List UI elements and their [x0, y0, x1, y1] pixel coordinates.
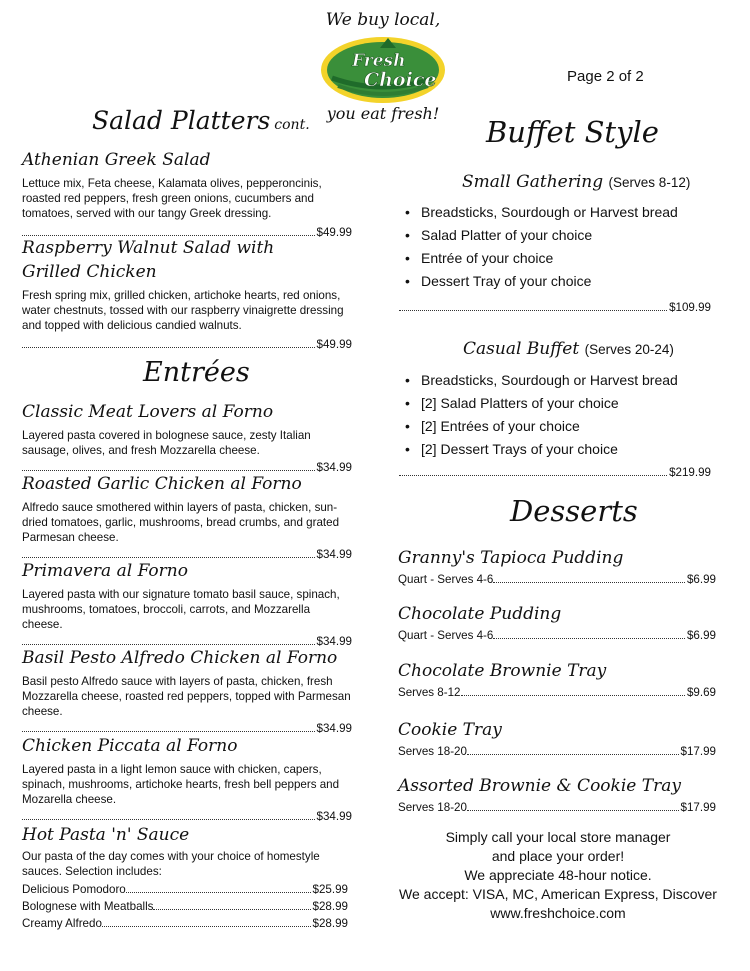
- item-price: $34.99: [316, 810, 352, 823]
- leader-dots: [399, 310, 667, 311]
- small-gathering-list: [405, 201, 715, 293]
- entree-item: [22, 734, 352, 824]
- desserts-heading: Desserts: [510, 494, 638, 528]
- logo-name-line2: Choice: [364, 69, 437, 91]
- bullet-icon: •: [405, 227, 410, 243]
- item-description: Lettuce mix, Feta cheese, Kalamata olives, pepperoncinis, roasted red peppers, fresh green onions, cucumbers and tomatoes, served with our tangy Greek dressing.: [22, 177, 322, 220]
- item-price: $9.69: [686, 686, 716, 699]
- salad-platters-heading: [92, 106, 310, 135]
- item-detail: Quart - Serves 4-6: [398, 629, 494, 642]
- sauce-price: $25.99: [312, 883, 348, 896]
- item-detail: Serves 8-12: [398, 686, 461, 699]
- casual-buffet-price: $219.99: [669, 466, 711, 479]
- casual-buffet-list: [405, 369, 715, 461]
- list-item-text: [2] Salad Platters of your choice: [421, 395, 619, 411]
- list-item-text: [2] Dessert Trays of your choice: [421, 441, 618, 457]
- entrees-heading: Entrées: [143, 357, 250, 388]
- list-item: [405, 224, 715, 247]
- item-name: Granny's Tapioca Pudding: [398, 548, 624, 568]
- entree-item: [22, 472, 352, 562]
- leader-dots: [22, 731, 315, 732]
- entree-item: [22, 400, 352, 475]
- bullet-icon: •: [405, 372, 410, 388]
- list-item: [405, 247, 715, 270]
- leader-dots: [399, 475, 667, 476]
- salad-item-raspberry: [22, 236, 352, 352]
- fresh-choice-logo: [308, 10, 458, 130]
- buffet-style-heading: Buffet Style: [486, 115, 659, 149]
- sauce-option: [22, 881, 348, 898]
- logo-tagline-bottom: you eat fresh!: [326, 104, 440, 123]
- bullet-icon: •: [405, 273, 410, 289]
- leader-dots: [467, 810, 679, 811]
- leader-dots: [467, 754, 679, 755]
- item-price: $34.99: [316, 461, 352, 474]
- dessert-item: [398, 774, 716, 815]
- item-name: Chicken Piccata al Forno: [22, 736, 238, 756]
- item-description: Our pasta of the day comes with your choice of homestyle sauces. Selection includes:: [22, 850, 320, 878]
- list-item: [405, 415, 715, 438]
- casual-buffet-name: Casual Buffet: [463, 339, 580, 359]
- casual-buffet-heading: [463, 339, 674, 359]
- leader-dots: [22, 557, 315, 558]
- item-price: $6.99: [686, 573, 716, 586]
- price-line: [398, 572, 716, 587]
- sauce-price: $28.99: [312, 917, 348, 930]
- item-price: $17.99: [680, 801, 716, 814]
- price-line: [398, 800, 716, 815]
- list-item-text: [2] Entrées of your choice: [421, 418, 580, 434]
- list-item: [405, 392, 715, 415]
- item-name: Assorted Brownie & Cookie Tray: [398, 776, 681, 796]
- hot-pasta-item: [22, 823, 352, 879]
- item-price: $34.99: [316, 635, 352, 648]
- item-name: Athenian Greek Salad: [22, 150, 211, 170]
- sauce-price: $28.99: [312, 900, 348, 913]
- leader-dots: [22, 470, 315, 471]
- item-name: Basil Pesto Alfredo Chicken al Forno: [22, 648, 338, 668]
- item-description: Layered pasta in a light lemon sauce with chicken, capers, spinach, mushrooms, artichoke hearts, fresh bell peppers and Mozarella cheese.: [22, 763, 340, 806]
- item-detail: Quart - Serves 4-6: [398, 573, 494, 586]
- logo-name-line1: Fresh: [352, 51, 406, 71]
- order-footer: [398, 828, 718, 923]
- bullet-icon: •: [405, 441, 410, 457]
- list-item: [405, 438, 715, 461]
- small-gathering-name: Small Gathering: [462, 172, 604, 192]
- page-number: Page 2 of 2: [567, 68, 644, 85]
- item-description: Layered pasta covered in bolognese sauce, zesty Italian sausage, olives, and fresh Mozzarella cheese.: [22, 429, 311, 457]
- item-price: $34.99: [316, 722, 352, 735]
- leader-dots: [153, 909, 310, 910]
- dessert-item: [398, 659, 716, 700]
- sauce-label: Bolognese with Meatballs: [22, 900, 154, 913]
- footer-line: and place your order!: [491, 848, 625, 864]
- website-link[interactable]: www.freshchoice.com: [490, 905, 626, 921]
- list-item-text: Salad Platter of your choice: [421, 227, 593, 243]
- price-line: [22, 337, 352, 352]
- price-line: [22, 809, 352, 824]
- casual-buffet-serves: (Serves 20-24): [584, 342, 674, 357]
- price-line: [398, 685, 716, 700]
- bullet-icon: •: [405, 250, 410, 266]
- salad-platters-cont: cont.: [274, 117, 310, 133]
- item-name: Cookie Tray: [398, 720, 502, 740]
- item-price: $34.99: [316, 548, 352, 561]
- leader-dots: [102, 926, 311, 927]
- logo-emblem-icon: [318, 34, 448, 106]
- footer-line: Simply call your local store manager: [445, 829, 671, 845]
- bullet-icon: •: [405, 395, 410, 411]
- leader-dots: [126, 892, 311, 893]
- leader-dots: [22, 644, 315, 645]
- small-gathering-price: $109.99: [669, 301, 711, 314]
- small-gathering-heading: [462, 172, 690, 192]
- list-item-text: Dessert Tray of your choice: [421, 273, 592, 289]
- entree-item: [22, 559, 352, 649]
- sauce-label: Delicious Pomodoro: [22, 883, 126, 896]
- item-description: Layered pasta with our signature tomato basil sauce, spinach, mushrooms, tomatoes, broccoli, carrots, and Mozzarella cheese.: [22, 588, 340, 631]
- item-price: $49.99: [316, 226, 352, 239]
- logo-tagline-top: We buy local,: [325, 10, 441, 30]
- item-description: Fresh spring mix, grilled chicken, artichoke hearts, red onions, water chestnuts, tossed with our raspberry vinaigrette dressing and topped with delicious candied walnuts.: [22, 289, 344, 332]
- dessert-item: [398, 546, 716, 587]
- bullet-icon: •: [405, 418, 410, 434]
- item-name: Hot Pasta 'n' Sauce: [22, 825, 190, 845]
- item-name: Raspberry Walnut Salad with Grilled Chicken: [22, 238, 275, 282]
- list-item-text: Entrée of your choice: [421, 250, 554, 266]
- list-item: [405, 369, 715, 392]
- hot-pasta-options: [22, 881, 348, 932]
- entree-item: [22, 646, 352, 736]
- item-price: $6.99: [686, 629, 716, 642]
- leader-dots: [22, 819, 315, 820]
- leader-dots: [493, 638, 685, 639]
- item-name: Classic Meat Lovers al Forno: [22, 402, 274, 422]
- dessert-item: [398, 718, 716, 759]
- item-description: Basil pesto Alfredo sauce with layers of pasta, chicken, fresh Mozzarella cheese, roasted red peppers, topped with Parmesan cheese.: [22, 675, 351, 718]
- list-item-text: Breadsticks, Sourdough or Harvest bread: [421, 204, 678, 220]
- sauce-option: [22, 915, 348, 932]
- list-item: [405, 270, 715, 293]
- footer-payment-line: We accept: VISA, MC, American Express, Discover: [399, 886, 717, 902]
- item-price: $17.99: [680, 745, 716, 758]
- dessert-item: [398, 602, 716, 643]
- item-name: Primavera al Forno: [22, 561, 188, 581]
- price-line: [398, 744, 716, 759]
- salad-platters-title: Salad Platters: [92, 106, 271, 135]
- item-detail: Serves 18-20: [398, 801, 467, 814]
- item-price: $49.99: [316, 338, 352, 351]
- item-name: Roasted Garlic Chicken al Forno: [22, 474, 302, 494]
- list-item: [405, 201, 715, 224]
- casual-buffet-price-line: [399, 465, 711, 480]
- small-gathering-serves: (Serves 8-12): [608, 175, 691, 190]
- item-name: Chocolate Pudding: [398, 604, 562, 624]
- item-detail: Serves 18-20: [398, 745, 467, 758]
- leader-dots: [461, 695, 685, 696]
- leader-dots: [22, 347, 315, 348]
- leader-dots: [493, 582, 685, 583]
- bullet-icon: •: [405, 204, 410, 220]
- item-description: Alfredo sauce smothered within layers of pasta, chicken, sun-dried tomatoes, garlic, mushrooms, bread crumbs, and grated Parmesan cheese.: [22, 501, 340, 544]
- small-gathering-price-line: [399, 300, 711, 315]
- sauce-option: [22, 898, 348, 915]
- item-name: Chocolate Brownie Tray: [398, 661, 607, 681]
- footer-line: We appreciate 48-hour notice.: [464, 867, 652, 883]
- price-line: [398, 628, 716, 643]
- list-item-text: Breadsticks, Sourdough or Harvest bread: [421, 372, 678, 388]
- salad-item-athenian: [22, 148, 352, 240]
- sauce-label: Creamy Alfredo: [22, 917, 102, 930]
